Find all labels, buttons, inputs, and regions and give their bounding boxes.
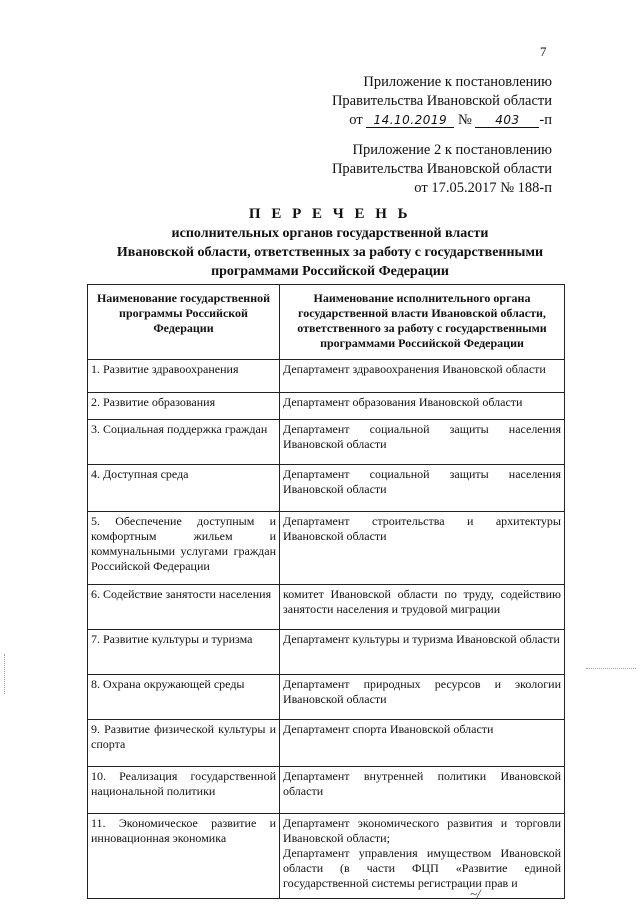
title-line2: Ивановской области, ответственных за работу с государственными: [116, 245, 544, 260]
programs-table: [87, 284, 565, 899]
program-cell: 1. Развитие здравоохранения: [88, 360, 280, 393]
attachment-header: [332, 73, 552, 130]
attachment-line2: Правительства Ивановской области: [331, 93, 552, 109]
table-row: [88, 360, 565, 393]
attachment-date-line: [332, 111, 552, 130]
program-cell: 2. Развитие образования: [88, 393, 280, 420]
authority-line: Департамент экономического развития и торговли Ивановской области;: [283, 816, 561, 845]
program-cell: 9. Развитие физической культуры и спорта: [88, 720, 280, 767]
attachment-line1: Приложение к постановлению: [363, 74, 552, 90]
attachment-number-sign: №: [457, 112, 472, 128]
attachment-number-suffix: -п: [539, 112, 552, 128]
program-cell: 3. Социальная поддержка граждан: [88, 420, 280, 465]
table-row: [88, 630, 565, 675]
title-line1: исполнительных органов государственной власти: [171, 226, 489, 241]
authority-cell: Департамент здравоохранения Ивановской области: [280, 360, 565, 393]
document-title: [70, 204, 590, 281]
authority-cell: Департамент спорта Ивановской области: [280, 720, 565, 767]
program-cell: 5. Обеспечение доступным и комфортным жильем и коммунальными услугами граждан Российской Федерации: [88, 512, 280, 585]
authority-cell: комитет Ивановской области по труду, содействию занятости населения и трудовой миграции: [280, 585, 565, 630]
program-cell: 11. Экономическое развитие и инновационная экономика: [88, 814, 280, 899]
attachment2-header: [332, 141, 552, 198]
table-row: [88, 585, 565, 630]
page-number: 7: [540, 44, 547, 59]
title-line3: программами Российской Федерации: [211, 264, 449, 279]
table-row: [88, 465, 565, 512]
authority-cell: Департамент строительства и архитектуры Ивановской области: [280, 512, 565, 585]
program-cell: 7. Развитие культуры и туризма: [88, 630, 280, 675]
authority-cell: Департамент образования Ивановской области: [280, 393, 565, 420]
program-cell: 4. Доступная среда: [88, 465, 280, 512]
authority-cell: Департамент внутренней политики Ивановской области: [280, 767, 565, 814]
attachment-number-handwritten: 403: [475, 113, 539, 128]
authority-cell: Департамент природных ресурсов и экологии Ивановской области: [280, 675, 565, 720]
signature-mark-icon: ~/: [470, 886, 481, 901]
table-row: [88, 720, 565, 767]
table-row: [88, 393, 565, 420]
table-header-row: [88, 285, 565, 360]
title-word: П Е Р Е Ч Е Н Ь: [248, 206, 412, 222]
table-row: [88, 512, 565, 585]
authority-line-extra: Департамент управления имуществом Ивановской области (в части ФЦП «Развитие единой государственной системы регистрации прав и: [283, 846, 561, 890]
authority-cell: Департамент социальной защиты населения Ивановской области: [280, 465, 565, 512]
header-program: Наименование государственной программы Российской Федерации: [88, 285, 280, 360]
scan-artifact-left: [4, 654, 7, 694]
attachment2-line1: Приложение 2 к постановлению: [352, 142, 552, 158]
attachment-date-handwritten: 14.10.2019: [366, 113, 454, 128]
table-row: [88, 420, 565, 465]
attachment-from-prefix: от: [349, 112, 363, 128]
header-authority: Наименование исполнительного органа государственной власти Ивановской области, ответственного за работу с государственными программами Российской Федерации: [280, 285, 565, 360]
authority-cell: Департамент культуры и туризма Ивановской области: [280, 630, 565, 675]
program-cell: 10. Реализация государственной национальной политики: [88, 767, 280, 814]
authority-cell: [280, 814, 565, 899]
table-row: [88, 767, 565, 814]
program-cell: 8. Охрана окружающей среды: [88, 675, 280, 720]
scan-artifact-right: [586, 668, 636, 670]
table-row: [88, 814, 565, 899]
authority-cell: Департамент социальной защиты населения Ивановской области: [280, 420, 565, 465]
table-row: [88, 675, 565, 720]
attachment2-line2: Правительства Ивановской области: [331, 161, 552, 177]
program-cell: 6. Содействие занятости населения: [88, 585, 280, 630]
attachment2-line3: от 17.05.2017 № 188-п: [414, 180, 552, 196]
